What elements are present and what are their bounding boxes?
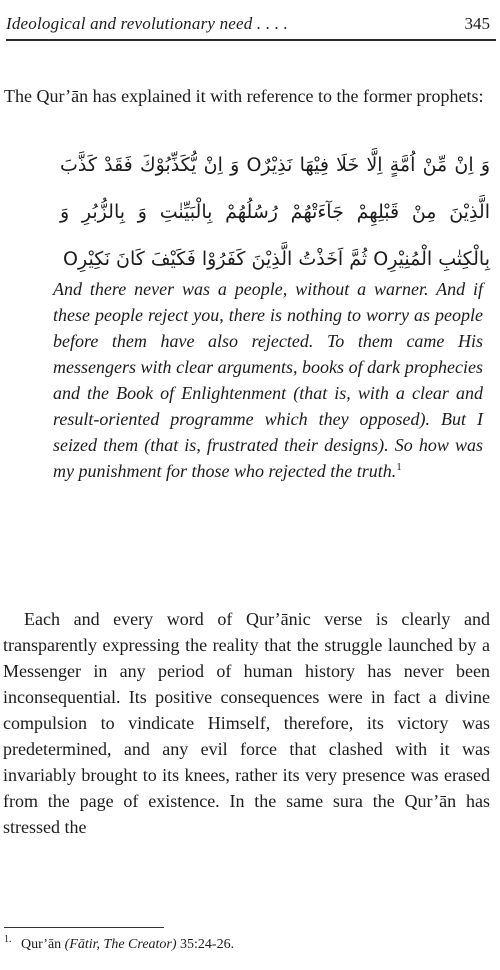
page-number: 345 (464, 14, 490, 33)
translation-text: And there never was a people, without a warner. And if these people reject you, there is nothing to worry as people before them have also rejected. To them came His messengers with clear arguments, books of dark prophecies and the Book of Enlightenment (that is, with a clear and result-oriented programme which they opposed). But I seized them (that is, frustrated their designs). So how was my punishment for those who rejected the truth. (53, 279, 483, 481)
footnote-source: Qur’ān (21, 937, 62, 952)
arabic-verse: وَ اِنْ مِّنْ اُمَّةٍ اِلَّا خَلَا فِيْهَا نَذِيْرٌO وَ اِنْ يُّكَذِّبُوْكَ فَقَدْ كَذَّبَ الَّذِيْنَ مِنْ قَبْلِهِمْ جَآءَتْهُمْ رُسُلُهُمْ بِالْبَيِّنٰتِ وَ بِالزُّبُرِ وَ بِالْكِتٰبِ الْمُنِيْرِO ثُمَّ اَخَذْتُ الَّذِيْنَ كَفَرُوْا فَكَيْفَ كَانَ نَكِيْرِO (60, 154, 490, 270)
footnote-rule (4, 927, 164, 928)
footnote-number: 1. (4, 934, 12, 946)
footnote (4, 936, 484, 954)
footnote-surah: (Fātir, The Creator) (64, 937, 177, 952)
running-head (6, 14, 490, 36)
footnote-marker[interactable]: 1 (396, 461, 402, 473)
body-paragraph: Each and every word of Qur’ānic verse is clearly and transparently expressing the reality that the struggle launched by a Messenger in any period of human history has never been inconsequential. Its positive consequences were in fact a divine compulsion to vindicate Himself, therefore, its victory was predetermined, and any evil force that clashed with it was invariably brought to its knees, rather its very presence was erased from the page of existence. In the same sura the Qur’ān has stressed the (3, 609, 490, 837)
running-title: Ideological and revolutionary need . . . . (6, 14, 289, 33)
verse-translation (53, 276, 483, 484)
header-rule (6, 39, 496, 41)
footnote-reference: 35:24-26. (180, 937, 235, 952)
intro-sentence: The Qur’ān has explained it with reference to the former prophets: (4, 86, 484, 106)
